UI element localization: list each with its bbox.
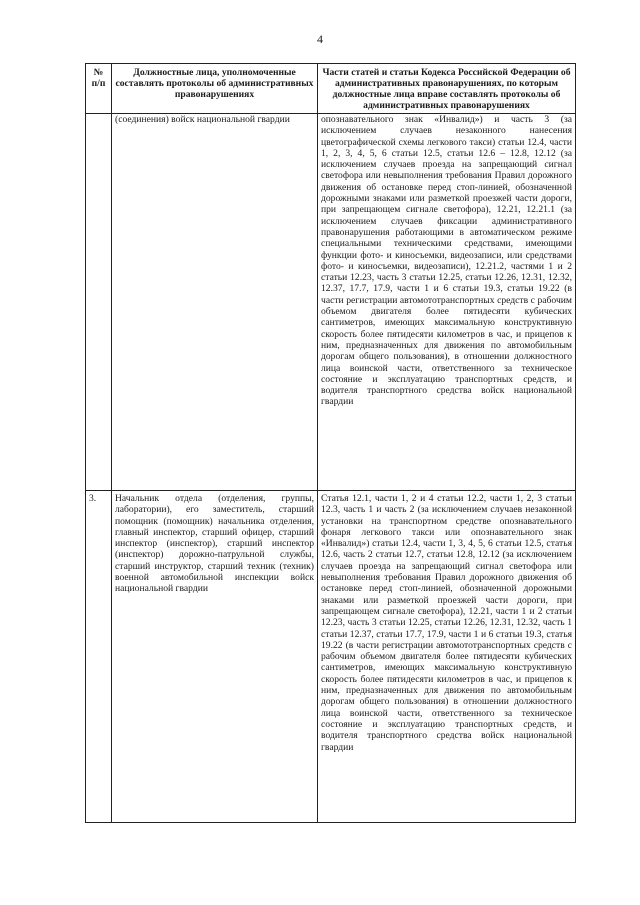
row-officials: Начальник отдела (отделения, группы, лаборатории), его заместитель, старший помощник (помощник) начальника отделения, главный инспектор, старший офицер, старший инспектор (инспектор), старший инспектор (инспектор) дорожно-патрульной службы, старший инструктор, старший техник (техник) военной автомобильной инспекции войск национальной гвардии: [112, 491, 318, 823]
row-number: 3.: [86, 491, 112, 823]
table-header-row: [86, 64, 576, 114]
header-officials: Должностные лица, уполномоченные составлять протоколы об административных правонарушениях: [112, 64, 318, 114]
row-number: [86, 114, 112, 491]
row-articles: опознавательного знак «Инвалид») и часть 3 (за исключением случаев незаконного нанесения цветографической схемы легкового такси) статьи 12.4, части 1, 2, 3, 4, 5, 6 статьи 12.5, статьи 12.6 – 12.8, 12.12 (за исключением случаев проезда на запрещающий сигнал светофора или невыполнения требования Правил дорожного движения об остановке перед стоп-линией, обозначенной дорожными знаками или разметкой проезжей части дороги, при запрещающем сигнале светофора), 12.21, 12.21.1 (за исключением случаев фиксации административного правонарушения работающими в автоматическом режиме специальными техническими средствами, имеющими функции фото- и киносъемки, видеозаписи, или средствами фото- и киносъемки, видеозаписи), 12.21.2, частями 1 и 2 статьи 12.23, часть 3 статьи 12.25, статьи 12.26, 12.31, 12.32, 12.37, 17.7, 17.9, части 1 и 6 статьи 19.3, статьи 19.22 (в части регистрации автомототранспортных средств с рабочим объемом двигателя более пятидесяти кубических сантиметров, имеющих максимальную конструктивную скорость более пятидесяти километров в час, и прицепов к ним, предназначенных для движения по автомобильным дорогам общего пользования), в отношении должностного лица воинской части, ответственного за техническое состояние и эксплуатацию транспортных средств, и водителя транспортного средства войск национальной гвардии: [318, 114, 576, 491]
row-articles: Статья 12.1, части 1, 2 и 4 статьи 12.2, части 1, 2, 3 статьи 12.3, часть 1 и часть 2 (за исключением случаев незаконной установки на транспортном средстве опознавательного фонаря легкового такси или опознавательного знак «Инвалид») статьи 12.4, части 1, 3, 4, 5, 6 статьи 12.5, статья 12.6, часть 2 статьи 12.7, статьи 12.8, 12.12 (за исключением случаев проезда на запрещающий сигнал светофора или невыполнения требования Правил дорожного движения об остановке перед стоп-линией, обозначенной дорожными знаками или разметкой проезжей части дороги, при запрещающем сигнале светофора), 12.21, части 1 и 2 статьи 12.23, часть 3 статьи 12.25, статьи 12.26, 12.31, 12.32, часть 1 статьи 12.37, статьи 17.7, 17.9, части 1 и 6 статьи 19.3, статья 19.22 (в части регистрации автомототранспортных средств с рабочим объемом двигателя более пятидесяти кубических сантиметров, имеющих максимальную конструктивную скорость более пятидесяти километров в час, и прицепов к ним, предназначенных для движения по автомобильным дорогам общего пользования) в отношении должностного лица воинской части, ответственного за техническое состояние и эксплуатацию транспортных средств, и водителя транспортного средства войск национальной гвардии: [318, 491, 576, 823]
authority-table: [85, 63, 576, 823]
table-row: [86, 114, 576, 491]
row-officials: (соединения) войск национальной гвардии: [112, 114, 318, 491]
header-num: № п/п: [86, 64, 112, 114]
table-row: [86, 491, 576, 823]
page-number: 4: [317, 32, 323, 46]
header-articles: Части статей и статьи Кодекса Российской Федерации об административных правонарушениях, по которым должностные лица вправе составлять протоколы об административных правонарушениях: [318, 64, 576, 114]
